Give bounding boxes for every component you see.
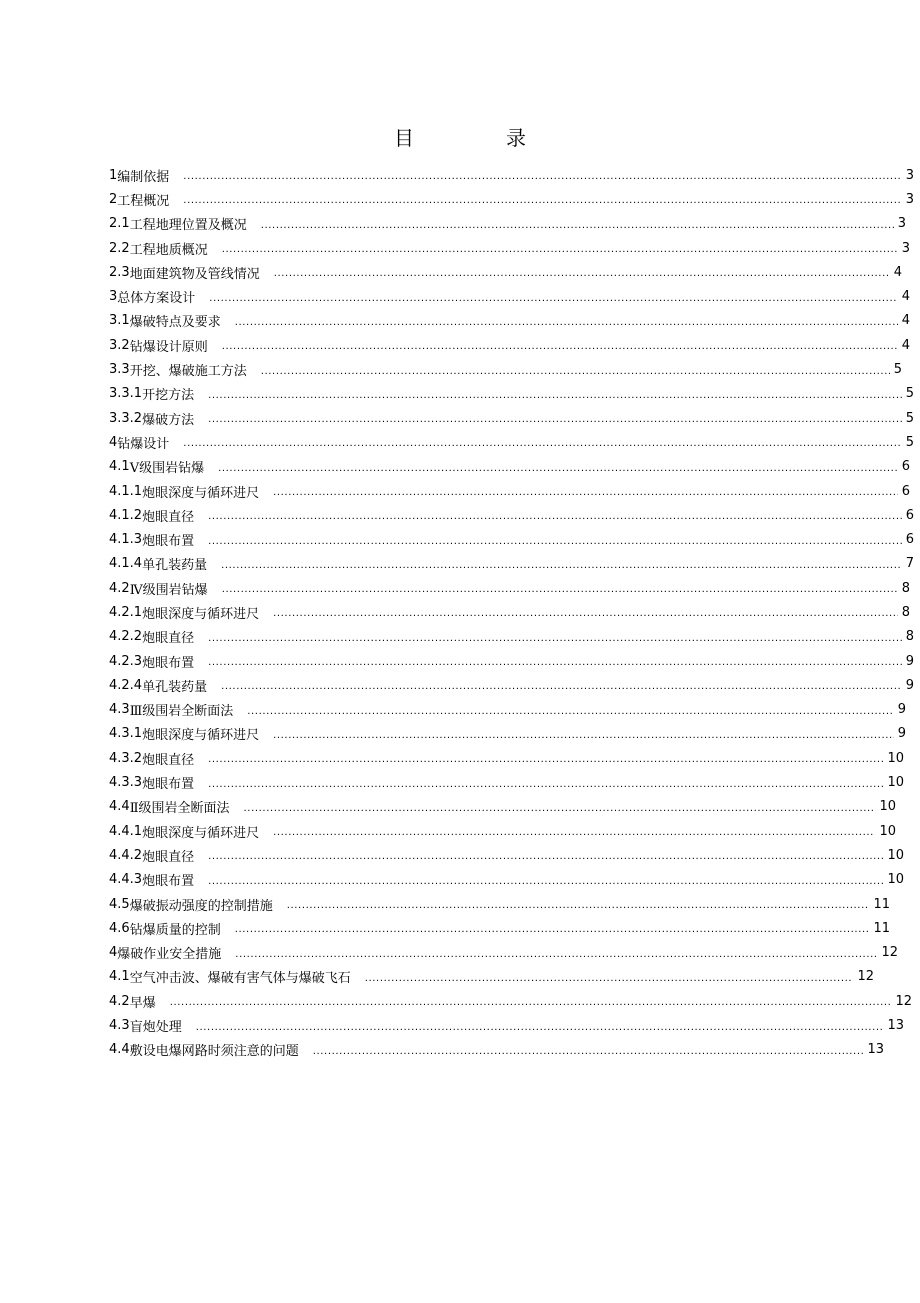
- toc-dot-leader: [196, 1023, 884, 1033]
- toc-dot-leader: [183, 196, 901, 206]
- toc-entry-title: 爆破作业安全措施: [117, 947, 222, 963]
- toc-entry-title: 开挖方法: [142, 388, 195, 404]
- toc-entry[interactable]: [109, 843, 914, 867]
- toc-entry-page-number: 12: [895, 993, 912, 1009]
- toc-entry-page-number: 3: [905, 167, 914, 183]
- toc-entry-number: 4: [109, 945, 118, 961]
- toc-entry-number: 4.3.2: [109, 750, 143, 766]
- toc-entry[interactable]: [109, 916, 914, 940]
- toc-entry-page-number: 4: [901, 337, 910, 353]
- toc-entry-page-number: 9: [897, 726, 906, 742]
- toc-entry-number: 2.1: [109, 216, 130, 232]
- toc-entry-title: 炮眼布置: [142, 777, 195, 793]
- toc-entry[interactable]: [109, 625, 914, 649]
- toc-entry-number: 1: [109, 167, 118, 183]
- toc-dot-leader: [244, 804, 876, 814]
- toc-dot-leader: [209, 294, 897, 304]
- toc-entry[interactable]: [109, 600, 914, 624]
- toc-dot-leader: [273, 609, 898, 619]
- toc-entry-page-number: 11: [873, 896, 890, 912]
- toc-entry-title: 炮眼直径: [142, 631, 195, 647]
- toc-entry-number: 4.2.4: [109, 677, 143, 693]
- toc-entry-title: 总体方案设计: [117, 291, 196, 307]
- toc-entry-number: 4.1.2: [109, 507, 143, 523]
- toc-entry-number: 4.3: [109, 1018, 130, 1034]
- toc-entry[interactable]: [109, 260, 914, 284]
- toc-entry-page-number: 3: [897, 216, 906, 232]
- toc-entry-page-number: 6: [901, 459, 910, 475]
- table-of-contents: [109, 163, 914, 1062]
- toc-dot-leader: [183, 172, 901, 182]
- toc-entry-title: 爆破方法: [142, 412, 195, 428]
- toc-dot-leader: [274, 269, 890, 279]
- toc-entry-number: 2.3: [109, 264, 130, 280]
- toc-entry-number: 4.2.2: [109, 629, 143, 645]
- toc-entry-page-number: 8: [901, 580, 910, 596]
- toc-entry-page-number: 3: [901, 240, 910, 256]
- toc-dot-leader: [222, 342, 898, 352]
- toc-entry-page-number: 13: [887, 1018, 904, 1034]
- toc-entry-page-number: 9: [905, 677, 914, 693]
- toc-entry-page-number: 11: [873, 920, 890, 936]
- toc-entry-number: 3.3.1: [109, 386, 143, 402]
- toc-entry-title: 单孔装药量: [142, 679, 208, 695]
- toc-entry[interactable]: [109, 649, 914, 673]
- toc-dot-leader: [208, 877, 883, 887]
- toc-dot-leader: [208, 537, 902, 547]
- toc-entry-number: 4.4.1: [109, 823, 143, 839]
- toc-entry-title: 工程地理位置及概况: [129, 218, 247, 234]
- toc-entry[interactable]: [109, 698, 914, 722]
- toc-entry[interactable]: [109, 941, 914, 965]
- toc-entry-title: 炮眼直径: [142, 509, 195, 525]
- toc-entry-number: 4.6: [109, 920, 130, 936]
- toc-entry-number: 4.3: [109, 702, 130, 718]
- toc-entry-title: Ⅳ级围岩钻爆: [129, 582, 208, 598]
- toc-entry-number: 3.1: [109, 313, 130, 329]
- toc-entry-number: 4.1.3: [109, 532, 143, 548]
- toc-entry-title: 炮眼深度与循环进尺: [142, 825, 260, 841]
- toc-entry-page-number: 5: [905, 386, 914, 402]
- toc-entry-title: 工程概况: [117, 193, 170, 209]
- toc-entry-page-number: 9: [905, 653, 914, 669]
- toc-entry-number: 3.3.2: [109, 410, 143, 426]
- toc-entry-number: 4.3.1: [109, 726, 143, 742]
- toc-entry-title: 钻爆质量的控制: [129, 922, 221, 938]
- toc-entry-title: Ⅱ级围岩全断面法: [129, 801, 230, 817]
- toc-entry[interactable]: [109, 382, 914, 406]
- toc-entry[interactable]: [109, 989, 914, 1013]
- toc-entry-page-number: 10: [887, 750, 904, 766]
- toc-dot-leader: [365, 974, 854, 984]
- toc-entry-number: 4.4: [109, 799, 130, 815]
- toc-entry[interactable]: [109, 576, 914, 600]
- toc-dot-leader: [235, 318, 898, 328]
- toc-entry-page-number: 12: [857, 969, 874, 985]
- toc-dot-leader: [221, 682, 902, 692]
- toc-entry[interactable]: [109, 746, 914, 770]
- toc-entry-number: 4: [109, 434, 118, 450]
- toc-dot-leader: [183, 439, 901, 449]
- toc-entry[interactable]: [109, 965, 914, 989]
- toc-entry-number: 4.4: [109, 1042, 130, 1058]
- toc-entry-title: 炮眼布置: [142, 655, 195, 671]
- toc-entry-page-number: 13: [867, 1042, 884, 1058]
- toc-entry[interactable]: [109, 868, 914, 892]
- toc-entry[interactable]: [109, 552, 914, 576]
- toc-entry-page-number: 8: [905, 629, 914, 645]
- toc-entry[interactable]: [109, 503, 914, 527]
- toc-entry-title: 炮眼深度与循环进尺: [142, 606, 260, 622]
- toc-entry-page-number: 4: [901, 313, 910, 329]
- toc-entry-page-number: 6: [905, 507, 914, 523]
- toc-entry-number: 2.2: [109, 240, 130, 256]
- toc-entry-page-number: 5: [905, 434, 914, 450]
- toc-dot-leader: [261, 221, 894, 231]
- toc-entry[interactable]: [109, 527, 914, 551]
- toc-entry-number: 4.3.3: [109, 775, 143, 791]
- toc-dot-leader: [273, 488, 898, 498]
- toc-entry-title: Ⅴ级围岩钻爆: [129, 461, 205, 477]
- toc-entry[interactable]: [109, 357, 914, 381]
- toc-entry-number: 4.1: [109, 969, 130, 985]
- toc-entry-title: Ⅲ级围岩全断面法: [129, 704, 234, 720]
- toc-entry[interactable]: [109, 1038, 914, 1062]
- toc-entry[interactable]: [109, 406, 914, 430]
- toc-entry-title: 炮眼布置: [142, 874, 195, 890]
- toc-entry[interactable]: [109, 770, 914, 794]
- toc-entry[interactable]: [109, 722, 914, 746]
- toc-entry-number: 4.2.1: [109, 604, 143, 620]
- toc-entry[interactable]: [109, 673, 914, 697]
- toc-entry-number: 4.1: [109, 459, 130, 475]
- toc-entry[interactable]: [109, 309, 914, 333]
- toc-entry[interactable]: [109, 187, 914, 211]
- toc-entry-title: 空气冲击波、爆破有害气体与爆破飞石: [129, 971, 351, 987]
- toc-entry[interactable]: [109, 284, 914, 308]
- toc-dot-leader: [221, 561, 902, 571]
- toc-entry[interactable]: [109, 236, 914, 260]
- toc-dot-leader: [222, 585, 898, 595]
- toc-entry-title: 爆破特点及要求: [129, 315, 221, 331]
- toc-dot-leader: [208, 658, 902, 668]
- toc-entry-title: 炮眼直径: [142, 849, 195, 865]
- toc-entry-number: 4.5: [109, 896, 130, 912]
- toc-entry-page-number: 5: [893, 362, 902, 378]
- toc-entry-number: 4.2.3: [109, 653, 143, 669]
- toc-entry-title: 炮眼深度与循环进尺: [142, 485, 260, 501]
- toc-entry-page-number: 6: [905, 532, 914, 548]
- toc-entry-page-number: 10: [879, 799, 896, 815]
- toc-entry-page-number: 3: [905, 191, 914, 207]
- toc-entry-title: 爆破振动强度的控制措施: [129, 898, 273, 914]
- toc-entry[interactable]: [109, 819, 914, 843]
- toc-entry-number: 4.4.3: [109, 872, 143, 888]
- toc-entry-number: 4.1.4: [109, 556, 143, 572]
- toc-entry-number: 3.2: [109, 337, 130, 353]
- toc-entry-title: 工程地质概况: [129, 242, 208, 258]
- toc-dot-leader: [170, 998, 892, 1008]
- toc-entry[interactable]: [109, 163, 914, 187]
- toc-entry-number: 4.2: [109, 580, 130, 596]
- toc-dot-leader: [287, 901, 870, 911]
- toc-dot-leader: [261, 367, 890, 377]
- toc-entry[interactable]: [109, 479, 914, 503]
- toc-entry-title: 单孔装药量: [142, 558, 208, 574]
- toc-entry-page-number: 4: [893, 264, 902, 280]
- toc-entry-page-number: 10: [879, 823, 896, 839]
- toc-entry-page-number: 12: [881, 945, 898, 961]
- toc-dot-leader: [208, 755, 883, 765]
- toc-entry[interactable]: [109, 795, 914, 819]
- toc-entry-title: 钻爆设计: [117, 436, 170, 452]
- toc-entry-title: 炮眼布置: [142, 534, 195, 550]
- toc-entry-number: 3: [109, 289, 118, 305]
- toc-dot-leader: [208, 780, 883, 790]
- toc-entry-title: 盲炮处理: [129, 1020, 182, 1036]
- toc-dot-leader: [208, 634, 902, 644]
- toc-entry-number: 3.3: [109, 362, 130, 378]
- toc-entry-title: 编制依据: [117, 169, 170, 185]
- toc-dot-leader: [273, 828, 875, 838]
- toc-dot-leader: [208, 391, 902, 401]
- toc-entry-number: 2: [109, 191, 118, 207]
- toc-dot-leader: [208, 512, 902, 522]
- toc-entry[interactable]: [109, 1013, 914, 1037]
- toc-entry[interactable]: [109, 430, 914, 454]
- toc-entry-title: 开挖、爆破施工方法: [129, 364, 247, 380]
- toc-dot-leader: [313, 1047, 864, 1057]
- toc-entry-number: 4.4.2: [109, 847, 143, 863]
- toc-entry-page-number: 10: [887, 775, 904, 791]
- toc-entry-title: 地面建筑物及管线情况: [129, 266, 260, 282]
- toc-entry-page-number: 6: [901, 483, 910, 499]
- toc-dot-leader: [235, 950, 877, 960]
- toc-dot-leader: [273, 731, 894, 741]
- toc-entry-page-number: 5: [905, 410, 914, 426]
- toc-entry-page-number: 10: [887, 872, 904, 888]
- toc-entry-title: 敷设电爆网路时须注意的问题: [129, 1044, 299, 1060]
- toc-entry-page-number: 9: [897, 702, 906, 718]
- toc-entry-page-number: 8: [901, 604, 910, 620]
- toc-entry-number: 4.2: [109, 993, 130, 1009]
- toc-entry[interactable]: [109, 892, 914, 916]
- toc-dot-leader: [218, 464, 898, 474]
- toc-entry-number: 4.1.1: [109, 483, 143, 499]
- toc-entry-page-number: 7: [905, 556, 914, 572]
- toc-dot-leader: [208, 852, 883, 862]
- toc-entry-page-number: 10: [887, 847, 904, 863]
- toc-entry[interactable]: [109, 455, 914, 479]
- toc-entry-title: 钻爆设计原则: [129, 339, 208, 355]
- toc-dot-leader: [247, 707, 893, 717]
- toc-entry[interactable]: [109, 333, 914, 357]
- toc-entry-title: 早爆: [129, 995, 156, 1011]
- toc-dot-leader: [222, 245, 898, 255]
- toc-entry-title: 炮眼深度与循环进尺: [142, 728, 260, 744]
- toc-entry[interactable]: [109, 212, 914, 236]
- toc-dot-leader: [208, 415, 902, 425]
- toc-entry-page-number: 4: [901, 289, 910, 305]
- toc-entry-title: 炮眼直径: [142, 752, 195, 768]
- toc-dot-leader: [235, 925, 870, 935]
- page-title: 目 录: [394, 126, 562, 150]
